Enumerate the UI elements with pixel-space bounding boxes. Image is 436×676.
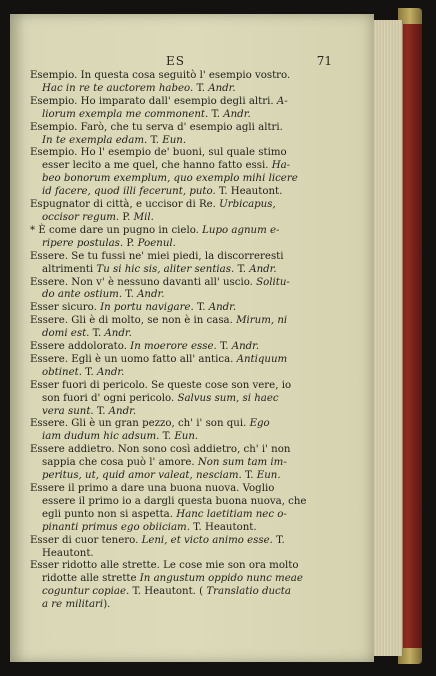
latin-phrase: id facere, quod illi fecerunt, puto. [42,186,216,198]
latin-phrase: peritus, ut, quid amor valeat, nesciam. [42,470,242,482]
latin-phrase: Andr. [231,341,260,353]
dictionary-entry [30,251,332,277]
latin-phrase: Solitu- [256,276,290,288]
entry-line [30,560,332,573]
entry-line [30,225,332,238]
entry-line [30,212,332,225]
entry-line [30,251,332,264]
dictionary-entry [30,341,332,354]
latin-phrase: Eun. [256,470,281,482]
latin-phrase: Poenul. [137,237,176,249]
entry-line [30,289,332,302]
entry-line [30,238,332,251]
entry-text: Essere addolorato. [30,341,131,353]
latin-phrase: Andr. [108,405,137,417]
entry-text: T. Heautont. ( [129,586,207,598]
dictionary-entry [30,315,332,341]
entry-text: Essere. Se tu fussi ne' miei piedi, la discorreresti [30,250,284,262]
dictionary-entry [30,535,332,561]
latin-phrase: liorum exempla me commonent. [42,108,209,120]
dictionary-entry [30,225,332,251]
entry-text: essere il primo io a dargli questa buona nuova, che [42,495,307,507]
entry-text: T. [122,289,138,301]
entry-line [30,354,332,367]
entry-line [30,70,332,83]
entry-text: T. [193,302,209,314]
latin-phrase: iam dudum hic adsum. [42,431,160,443]
latin-phrase: Urbicapus, [219,199,276,211]
entry-line [30,548,332,561]
entry-text: Essere. Non v' è nessuno davanti all' uscio. [30,276,257,288]
latin-phrase: Andr. [223,108,251,120]
dictionary-entry [30,147,332,199]
latin-phrase: Andr. [208,302,237,314]
entry-line [30,147,332,160]
latin-phrase: vera sunt. [42,405,94,417]
entry-text: T. [147,134,163,146]
entry-line [30,186,332,199]
latin-phrase: coguntur copiae. [42,586,130,598]
dictionary-entry [30,354,332,380]
entry-line [30,431,332,444]
latin-phrase: Translatio ducta [206,586,291,598]
latin-phrase: A- [276,95,288,107]
entry-line [30,277,332,290]
entry-text: Esempio. Ho imparato dall' esempio degli altri. [30,95,277,107]
entry-line [30,109,332,122]
dictionary-entry [30,199,332,225]
latin-phrase: Andr. [96,366,125,378]
latin-phrase: Hac in re te auctorem habeo. [42,82,194,94]
entry-text: T. [234,263,250,275]
entry-text: Essere il primo a dare una buona nuova. Voglio [30,483,275,494]
latin-phrase: Tu si hic sis, aliter sentias. [96,263,235,275]
page-number: 71 [316,54,332,68]
dictionary-entry [30,70,332,96]
dictionary-entries [30,70,332,612]
latin-phrase: In moerore esse. [130,341,217,353]
entry-text: son fuori d' ogni pericolo. [42,392,178,404]
latin-phrase: Non sum tam im- [197,457,287,469]
entry-text: P. [119,211,134,223]
page-edges [372,20,403,656]
entry-line [30,586,332,599]
dictionary-entry [30,96,332,122]
entry-line [30,328,332,341]
entry-text: Esser fuori di pericolo. Se queste cose son vere, io [30,379,292,391]
entry-text: Essere. Gli è di molto, se non è in casa. [30,315,237,327]
dictionary-entry [30,122,332,148]
entry-text: T. [208,108,224,120]
entry-line [30,302,332,315]
entry-text: altrimenti [42,263,97,275]
latin-phrase: Lupo agnum e- [202,224,280,236]
entry-text: ). [103,599,111,611]
entry-text: T. Heautont. [189,521,257,533]
entry-text: Essere. Egli è un uomo fatto all' antica. [30,353,237,365]
entry-text: Esempio. Ho l' esempio de' buoni, sul quale stimo [30,147,287,159]
entry-text: * È come dare un pugno in cielo. [30,224,203,236]
entry-text: Esser sicuro. [30,302,101,314]
latin-phrase: occisor regum. [42,211,120,223]
entry-text: T. Heautont. [215,186,283,198]
dictionary-entry [30,560,332,612]
entry-text: Esempio. Farò, che tu serva d' esempio agli altri. [30,121,283,133]
latin-phrase: Hanc laetitiam nec o- [176,508,287,520]
entry-line [30,406,332,419]
dictionary-entry [30,483,332,535]
entry-line [30,522,332,535]
entry-line [30,457,332,470]
entry-text: esser lecito a me quel, che hanno fatto essi. [42,160,272,172]
entry-line [30,483,332,496]
latin-phrase: Eun. [174,431,199,443]
entry-text: T. [193,82,209,94]
entry-text: T. [89,328,105,340]
latin-phrase: domi est. [42,328,90,340]
entry-text: T. [81,366,97,378]
entry-line [30,367,332,380]
entry-text: ridotte alle strette [42,573,140,585]
latin-phrase: ripere postulas. [42,237,124,249]
entry-text: T. [272,534,285,546]
entry-text: T. [159,431,175,443]
dictionary-entry [30,444,332,483]
latin-phrase: Mil. [133,211,154,223]
latin-phrase: Ha- [271,160,291,172]
entry-text: T. [216,341,232,353]
entry-text: T. [93,405,109,417]
latin-phrase: In te exempla edam. [42,134,148,146]
entry-line [30,599,332,612]
entry-line [30,173,332,186]
latin-phrase: Andr. [249,263,277,275]
latin-phrase: In portu navigare. [100,302,194,314]
latin-phrase: In angustum oppido nunc meae [139,573,303,585]
running-head: ES [166,54,185,68]
latin-phrase: Eun. [162,134,187,146]
entry-text: P. [123,237,138,249]
latin-phrase: Andr. [208,82,236,94]
entry-line [30,315,332,328]
latin-phrase: Mirum, ni [236,315,288,327]
entry-text: Espugnator di città, e uccisor di Re. [30,199,220,211]
entry-text: Esempio. In questa cosa seguitò l' esempio vostro. [30,70,291,81]
entry-line [30,535,332,548]
entry-text: Esser di cuor tenero. [30,534,142,546]
entry-line [30,470,332,483]
entry-text: Essere. Gli è un gran pezzo, ch' i' son qui. [30,418,250,430]
dictionary-entry [30,418,332,444]
latin-phrase: obtinet. [42,366,82,378]
latin-phrase: Andr. [104,328,132,340]
entry-line [30,160,332,173]
entry-line [30,573,332,586]
entry-text: sappia che cosa può l' amore. [42,457,198,469]
dictionary-entry [30,277,332,303]
entry-text: Esser ridotto alle strette. Le cose mie son ora molto [30,560,299,572]
latin-phrase: do ante ostium. [42,289,123,301]
dictionary-entry [30,302,332,315]
latin-phrase: Salvus sum, si haec [177,392,279,404]
entry-line [30,393,332,406]
entry-line [30,380,332,393]
latin-phrase: Andr. [137,289,165,301]
entry-line [30,135,332,148]
entry-line [30,96,332,109]
entry-line [30,199,332,212]
entry-line [30,496,332,509]
latin-phrase: beo bonorum exemplum, quo exemplo mihi licere [42,173,298,185]
latin-phrase: Antiquum [236,353,288,365]
latin-phrase: Leni, et victo animo esse. [141,534,273,546]
entry-line [30,509,332,522]
entry-line [30,83,332,96]
entry-text: Heautont. [42,547,94,559]
dictionary-entry [30,380,332,419]
entry-line [30,418,332,431]
entry-text: T. [241,470,257,482]
entry-line [30,444,332,457]
latin-phrase: pinanti primus ego obiiciam. [42,521,190,533]
latin-phrase: a re militari [42,599,104,611]
entry-text: egli punto non si aspetta. [42,508,177,520]
entry-text: Essere addietro. Non sono così addietro, ch' i' non [30,444,291,456]
entry-line [30,264,332,277]
entry-line [30,341,332,354]
latin-phrase: Ego [249,418,270,430]
entry-line [30,122,332,135]
